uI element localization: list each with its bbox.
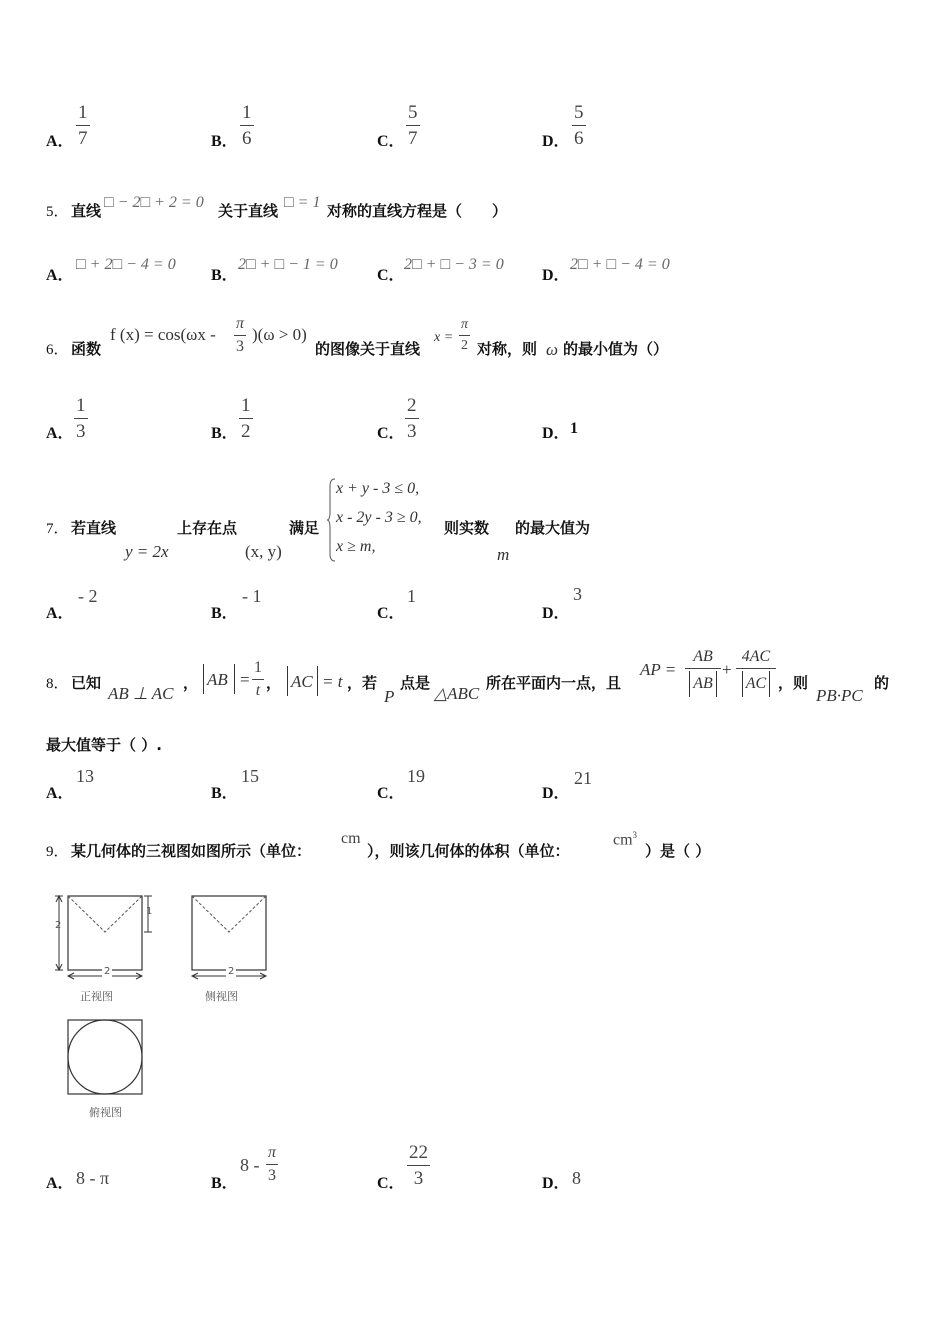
q7-option-b-letter: B． — [211, 605, 238, 622]
q5-option-d-expr: 2□ + □ − 4 = 0 — [570, 256, 670, 273]
q6-function-left: f (x) = cos(ωx - — [110, 325, 216, 344]
q5-equation-1: □ − 2□ + 2 = 0 — [104, 194, 204, 211]
q6-option-c-fraction — [405, 396, 419, 441]
q9-option-a-value: 8 - π — [76, 1168, 110, 1188]
q5-text-2: 关于直线 — [218, 202, 279, 220]
abs-bar — [769, 671, 770, 697]
numerator: 2 — [407, 395, 417, 416]
q8-triangle: △ABC — [434, 684, 480, 703]
denominator: 2 — [241, 421, 251, 442]
q8-option-c-value: 19 — [407, 766, 425, 786]
q9-dim-side-width: 2 — [228, 966, 235, 977]
q5-number: 5． — [46, 204, 69, 220]
q8-ab-equals: = — [240, 670, 250, 689]
q6-function-right: )(ω > 0) — [252, 325, 307, 344]
numerator: 1 — [78, 102, 88, 123]
q9-dim-small: 1 — [146, 906, 153, 917]
q8-ac-equals: = t — [322, 672, 343, 691]
q8-text-7: 最大值等于（ ）. — [46, 736, 162, 754]
denominator: 6 — [242, 128, 252, 149]
q6-option-a-letter: A． — [46, 425, 74, 442]
q8-option-b-value: 15 — [241, 766, 259, 786]
q6-option-b-fraction — [239, 396, 253, 441]
q5-text-1: 直线 — [71, 202, 102, 220]
abs-bar — [287, 666, 288, 696]
q9-number: 9． — [46, 844, 69, 860]
q7-system-brace — [326, 478, 336, 562]
q7-option-a-letter: A． — [46, 605, 74, 622]
denominator: t — [255, 682, 261, 699]
q7-number: 7． — [46, 521, 69, 537]
q8-text-4: 所在平面内一点，且 — [486, 674, 622, 692]
q9-side-view-caption: 侧视图 — [205, 990, 238, 1003]
q6-number: 6． — [46, 342, 69, 358]
q8-ac-length: AC — [291, 672, 313, 691]
q8-ab-fraction — [252, 660, 264, 699]
q6-text-4: 的最小值为（） — [563, 340, 669, 358]
q9-dim-height: 2 — [55, 920, 62, 931]
denominator: 3 — [236, 338, 244, 355]
denominator: 7 — [408, 128, 418, 149]
q9-unit-2 — [613, 830, 637, 849]
q4-option-c-fraction — [406, 103, 420, 148]
denominator — [689, 671, 717, 697]
q8-number: 8． — [46, 676, 69, 692]
numerator: 1 — [241, 395, 251, 416]
denominator: 6 — [574, 128, 584, 149]
q4-option-c-letter: C． — [377, 133, 405, 150]
q6-text-2: 的图像关于直线 — [315, 340, 421, 358]
denominator: 7 — [78, 128, 88, 149]
denominator: 3 — [407, 421, 417, 442]
q8-text-3: 点是 — [400, 674, 431, 692]
q9-option-d-letter: D． — [542, 1175, 570, 1192]
q8-text-1: 已知 — [71, 674, 102, 692]
q6-option-b-letter: B． — [211, 425, 238, 442]
q6-x-eq: x = — [434, 330, 454, 345]
q7-system-line-1: x + y - 3 ≤ 0, — [336, 480, 420, 497]
abs-bar — [234, 664, 235, 694]
fraction-bar — [685, 668, 721, 669]
q8-ab-length: AB — [207, 670, 228, 689]
denominator: 2 — [461, 338, 468, 353]
q8-comma-2: ， — [266, 674, 282, 692]
abs-bar — [716, 671, 717, 697]
q7-option-b-value: - 1 — [242, 586, 262, 606]
q8-text-6: 的 — [874, 674, 890, 692]
abs-bar — [317, 666, 318, 696]
q8-option-a-letter: A． — [46, 785, 74, 802]
q6-x-fraction — [459, 318, 470, 353]
q9-text-3: ）是（ ） — [645, 842, 711, 860]
q9-text-2: ），则该几何体的体积（单位： — [367, 842, 570, 860]
q5-option-b-letter: B． — [211, 267, 238, 284]
q5-text-3: 对称的直线方程是（ ） — [327, 202, 508, 220]
q6-option-a-fraction — [74, 396, 88, 441]
q4-option-b-fraction — [240, 103, 254, 148]
q9-dim-front-width: 2 — [104, 966, 111, 977]
fraction-bar — [736, 668, 776, 669]
q8-perpendicular: AB ⊥ AC — [108, 684, 174, 703]
unit-exponent: 3 — [632, 830, 638, 840]
q9-three-view-figure — [46, 882, 326, 1127]
numerator: π — [236, 315, 245, 332]
denominator: 3 — [413, 1168, 424, 1189]
q5-option-c-expr: 2□ + □ − 3 = 0 — [404, 256, 504, 273]
q7-text-1: 若直线 — [71, 519, 117, 537]
q7-option-d-value: 3 — [573, 584, 582, 604]
q9-option-b-letter: B． — [211, 1175, 238, 1192]
q6-text-3: 对称，则 — [477, 340, 538, 358]
q8-option-a-value: 13 — [76, 766, 94, 786]
q8-fraction-2 — [736, 648, 776, 697]
numerator: 1 — [254, 659, 262, 676]
q6-option-c-letter: C． — [377, 425, 405, 442]
q7-line-equation: y = 2x — [125, 542, 169, 561]
numerator: π — [461, 317, 469, 332]
q8-option-d-value: 21 — [574, 768, 592, 788]
q8-fraction-1 — [685, 648, 721, 697]
q5-option-a-letter: A． — [46, 267, 74, 284]
numerator: 4AC — [741, 648, 771, 665]
q8-option-d-letter: D． — [542, 785, 570, 802]
numerator: 1 — [242, 102, 252, 123]
numerator: 5 — [574, 102, 584, 123]
numerator: 22 — [409, 1142, 428, 1163]
abs-bar — [203, 664, 204, 694]
q5-option-d-letter: D． — [542, 267, 570, 284]
q4-option-d-fraction — [572, 103, 586, 148]
denominator-text: AB — [693, 675, 713, 692]
numerator: AB — [693, 648, 713, 665]
q8-option-c-letter: C． — [377, 785, 405, 802]
q8-text-5: ，则 — [778, 674, 809, 692]
q6-option-d-letter: D． — [542, 425, 570, 442]
denominator — [742, 671, 770, 697]
q7-m: m — [497, 545, 510, 564]
q8-plus: + — [722, 660, 732, 679]
q9-unit-1: cm — [341, 830, 361, 847]
q5-option-b-expr: 2□ + □ − 1 = 0 — [238, 256, 338, 273]
q6-function-fraction — [234, 316, 246, 355]
q6-option-d-value: 1 — [570, 420, 578, 437]
q9-option-c-fraction — [407, 1143, 430, 1188]
q8-text-2: ，若 — [347, 674, 378, 692]
q8-ap-equals: AP = — [640, 660, 677, 679]
q7-option-d-letter: D． — [542, 605, 570, 622]
q6-text-1: 函数 — [71, 340, 102, 358]
q7-option-a-value: - 2 — [78, 586, 98, 606]
q9-option-d-value: 8 — [572, 1168, 581, 1188]
q7-text-2: 上存在点 — [177, 519, 238, 537]
q9-option-a-letter: A． — [46, 1175, 74, 1192]
q5-option-c-letter: C． — [377, 267, 405, 284]
q4-option-d-letter: D． — [542, 133, 570, 150]
q8-dot-product: PB·PC — [816, 686, 863, 705]
q8-option-b-letter: B． — [211, 785, 238, 802]
numerator: π — [268, 1144, 277, 1161]
q7-system-line-3: x ≥ m, — [336, 538, 376, 555]
q6-omega: ω — [546, 340, 559, 359]
q8-comma: ， — [183, 674, 199, 692]
q4-option-a-fraction — [76, 103, 90, 148]
q9-option-b-fraction — [266, 1145, 278, 1184]
q7-point: (x, y) — [245, 542, 282, 561]
abs-bar — [742, 671, 743, 697]
abs-bar — [689, 671, 690, 697]
denominator-text: AC — [745, 675, 767, 692]
q7-text-3: 满足 — [289, 519, 320, 537]
q4-option-b-letter: B． — [211, 133, 238, 150]
q7-option-c-letter: C． — [377, 605, 405, 622]
top-view — [68, 1020, 142, 1094]
q9-text-1: 某几何体的三视图如图所示（单位： — [71, 842, 312, 860]
numerator: 1 — [76, 395, 86, 416]
unit-text: cm — [613, 831, 633, 849]
q7-text-5: 的最大值为 — [515, 519, 591, 537]
denominator: 3 — [268, 1167, 276, 1184]
numerator: 5 — [408, 102, 418, 123]
q5-option-a-expr: □ + 2□ − 4 = 0 — [76, 256, 176, 273]
q9-front-view-caption: 正视图 — [80, 990, 113, 1003]
q5-equation-2: □ = 1 — [284, 194, 321, 211]
q4-option-a-letter: A． — [46, 133, 74, 150]
q9-option-b-prefix: 8 - — [240, 1155, 260, 1175]
q7-system-line-2: x - 2y - 3 ≥ 0, — [336, 509, 422, 526]
q7-text-4: 则实数 — [444, 519, 490, 537]
q8-point-p: P — [384, 687, 395, 706]
q9-option-c-letter: C． — [377, 1175, 405, 1192]
q7-option-c-value: 1 — [407, 586, 416, 606]
q9-top-view-caption: 俯视图 — [89, 1106, 122, 1119]
denominator: 3 — [76, 421, 86, 442]
